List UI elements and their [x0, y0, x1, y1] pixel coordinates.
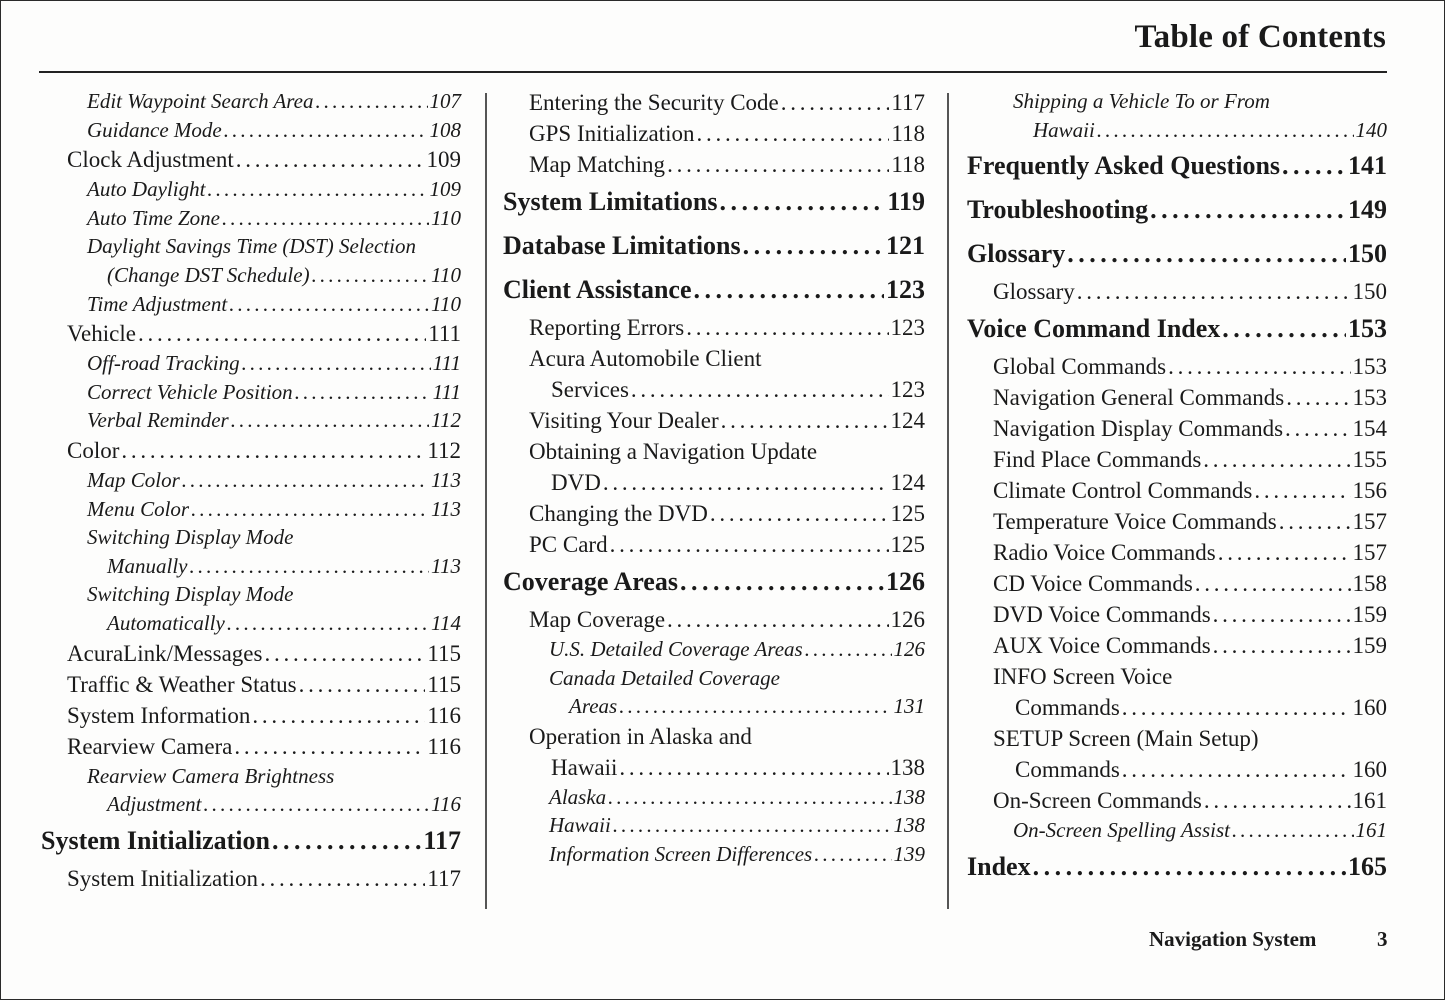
toc-entry-title: Glossary: [967, 239, 1066, 269]
toc-entry-title: Hawaii: [1033, 117, 1095, 142]
toc-entry-title: Shipping a Vehicle To or From: [1013, 89, 1270, 113]
toc-entry-title: U.S. Detailed Coverage Areas: [549, 637, 803, 661]
dot-leader: [1195, 568, 1351, 599]
toc-entry-title: Correct Vehicle Position: [87, 379, 293, 404]
toc-entry-page: 110: [431, 262, 461, 287]
toc-entry[interactable]: [41, 580, 461, 609]
page-title: Table of Contents: [1134, 19, 1386, 55]
dot-leader: [264, 638, 425, 669]
dot-leader: [613, 811, 892, 840]
dot-leader: [207, 175, 427, 204]
toc-entry[interactable]: [41, 762, 461, 791]
toc-entry-page: 150: [1348, 239, 1387, 269]
toc-entry[interactable]: [967, 692, 1387, 723]
toc-entry-title: Areas: [569, 694, 618, 719]
dot-leader: [227, 609, 429, 638]
dot-leader: [1222, 307, 1346, 351]
toc-entry[interactable]: [41, 609, 461, 638]
toc-entry[interactable]: [967, 444, 1387, 475]
toc-entry[interactable]: [41, 466, 461, 495]
toc-entry[interactable]: [41, 819, 461, 863]
dot-leader: [686, 312, 888, 343]
toc-entry[interactable]: [503, 405, 925, 436]
toc-entry[interactable]: [503, 180, 925, 224]
toc-entry-page: 117: [423, 825, 461, 855]
toc-entry[interactable]: [503, 664, 925, 693]
toc-entry-title: Map Matching: [529, 152, 666, 177]
toc-entry-page: 126: [893, 637, 925, 661]
toc-entry[interactable]: [967, 816, 1387, 845]
dot-leader: [1150, 188, 1346, 232]
toc-entry-title: Commands: [1015, 757, 1120, 783]
toc-entry-title: Navigation Display Commands: [993, 416, 1284, 442]
toc-entry[interactable]: [967, 116, 1387, 145]
toc-entry-title: Automatically: [107, 610, 225, 635]
toc-entry-page: 124: [890, 470, 925, 495]
toc-entry[interactable]: [41, 552, 461, 581]
toc-entry-title: Operation in Alaska and: [529, 723, 752, 749]
toc-column-2: [503, 87, 925, 869]
dot-leader: [252, 700, 425, 731]
dot-leader: [814, 840, 891, 869]
toc-entry-title: Rearview Camera: [67, 733, 233, 759]
toc-entry-title: Database Limitations: [503, 231, 741, 260]
dot-leader: [710, 498, 889, 529]
toc-entry[interactable]: [503, 604, 925, 635]
toc-entry-page: 116: [431, 792, 461, 817]
toc-entry-title: On-Screen Commands: [993, 788, 1202, 814]
dot-leader: [1282, 144, 1346, 188]
toc-entry-title: Visiting Your Dealer: [529, 408, 719, 433]
toc-entry-page: 123: [890, 377, 925, 402]
toc-entry-page: 149: [1348, 195, 1387, 225]
toc-entry-title: PC Card: [529, 532, 608, 557]
dot-leader: [1213, 630, 1351, 661]
toc-entry-title: Changing the DVD: [529, 501, 708, 526]
toc-entry[interactable]: [503, 783, 925, 812]
toc-entry-page: 139: [893, 841, 925, 866]
toc-entry[interactable]: [503, 436, 925, 467]
toc-entry-page: 158: [1352, 571, 1387, 597]
toc-entry[interactable]: [967, 87, 1387, 116]
toc-entry[interactable]: [41, 523, 461, 552]
toc-entry[interactable]: [41, 144, 461, 175]
toc-entry[interactable]: [41, 731, 461, 762]
toc-entry-title: Temperature Voice Commands: [993, 509, 1277, 535]
toc-entry[interactable]: [503, 498, 925, 529]
dot-leader: [1254, 475, 1350, 506]
toc-entry-page: 111: [428, 321, 461, 347]
toc-entry-page: 161: [1355, 818, 1387, 843]
toc-entry-page: 112: [427, 437, 461, 463]
toc-entry[interactable]: [41, 495, 461, 524]
dot-leader: [667, 604, 888, 635]
toc-entry-title: AUX Voice Commands: [993, 633, 1211, 659]
toc-entry[interactable]: [41, 204, 461, 233]
toc-entry-page: 126: [890, 607, 925, 632]
toc-entry-page: 115: [427, 640, 461, 666]
toc-entry-page: 157: [1352, 509, 1387, 535]
toc-entry[interactable]: [41, 87, 461, 116]
toc-entry-page: 155: [1352, 447, 1387, 473]
toc-entry-title: Alaska: [549, 784, 607, 809]
toc-entry-page: 141: [1348, 151, 1387, 181]
dot-leader: [260, 863, 425, 894]
toc-entry[interactable]: [503, 268, 925, 312]
column-divider-2: [947, 93, 949, 909]
toc-entry-page: 154: [1352, 416, 1387, 442]
dot-leader: [1232, 816, 1354, 845]
toc-entry[interactable]: [967, 351, 1387, 382]
dot-leader: [603, 467, 889, 498]
dot-leader: [1285, 413, 1350, 444]
toc-entry[interactable]: [41, 261, 461, 290]
dot-leader: [138, 318, 426, 349]
toc-entry-title: Acura Automobile Client: [529, 346, 762, 371]
dot-leader: [720, 180, 886, 224]
toc-entry-title: Adjustment: [107, 792, 202, 817]
toc-entry[interactable]: [503, 635, 925, 664]
dot-leader: [1286, 382, 1350, 413]
toc-entry-title: Auto Time Zone: [87, 205, 221, 230]
dot-leader: [295, 378, 431, 407]
toc-entry-title: Hawaii: [551, 754, 618, 780]
toc-entry[interactable]: [503, 529, 925, 560]
toc-entry-page: 138: [893, 813, 925, 838]
toc-entry-title: (Change DST Schedule): [107, 262, 310, 287]
toc-entry-page: 123: [890, 315, 925, 340]
dot-leader: [1097, 116, 1354, 145]
toc-entry-page: 109: [426, 147, 461, 173]
toc-entry-title: Glossary: [993, 279, 1075, 305]
toc-entry-page: 124: [890, 408, 925, 433]
toc-entry-page: 138: [890, 754, 925, 780]
toc-entry-title: Navigation General Commands: [993, 385, 1285, 411]
toc-entry-title: Services: [551, 377, 629, 402]
toc-entry-title: Troubleshooting: [967, 195, 1149, 225]
dot-leader: [781, 87, 890, 118]
toc-entry[interactable]: [503, 343, 925, 374]
toc-entry-page: 112: [431, 408, 461, 433]
toc-entry-title: System Initialization: [67, 865, 258, 891]
toc-entry[interactable]: [503, 224, 925, 268]
dot-leader: [619, 692, 891, 721]
toc-entry-page: 123: [886, 275, 925, 304]
dot-leader: [1218, 537, 1351, 568]
toc-entry[interactable]: [503, 118, 925, 149]
toc-entry-title: Vehicle: [67, 321, 136, 347]
toc-entry[interactable]: [967, 754, 1387, 785]
toc-entry-page: 110: [431, 291, 461, 316]
toc-entry-page: 116: [427, 733, 461, 759]
dot-leader: [312, 261, 429, 290]
toc-entry[interactable]: [967, 276, 1387, 307]
toc-entry-title: DVD Voice Commands: [993, 602, 1211, 628]
toc-entry-page: 108: [429, 117, 461, 142]
toc-entry-title: Color: [67, 437, 120, 463]
toc-entry-page: 140: [1355, 117, 1387, 142]
toc-entry-page: 161: [1352, 788, 1387, 814]
toc-entry-title: Menu Color: [87, 496, 190, 521]
toc-entry[interactable]: [41, 175, 461, 204]
toc-entry[interactable]: [967, 307, 1387, 351]
toc-entry-page: 117: [891, 90, 925, 115]
toc-entry-title: Time Adjustment: [87, 291, 228, 316]
toc-entry[interactable]: [503, 374, 925, 405]
dot-leader: [1279, 506, 1351, 537]
toc-entry[interactable]: [503, 87, 925, 118]
dot-leader: [696, 118, 889, 149]
toc-entry-title: Coverage Areas: [503, 567, 678, 596]
dot-leader: [608, 783, 891, 812]
toc-column-1: [41, 87, 461, 894]
toc-entry-title: Verbal Reminder: [87, 408, 229, 433]
toc-entry-title: System Limitations: [503, 187, 718, 216]
toc-entry-page: 157: [1352, 540, 1387, 566]
toc-entry-page: 121: [886, 231, 925, 260]
toc-entry[interactable]: [41, 638, 461, 669]
toc-entry-title: Hawaii: [549, 813, 611, 838]
dot-leader: [694, 268, 885, 312]
toc-entry-title: System Information: [67, 702, 251, 728]
dot-leader: [204, 790, 430, 819]
dot-leader: [1122, 692, 1351, 723]
dot-leader: [1203, 444, 1350, 475]
toc-entry-title: Canada Detailed Coverage: [549, 665, 780, 690]
dot-leader: [189, 552, 429, 581]
dot-leader: [805, 635, 892, 664]
toc-entry-title: Information Screen Differences: [549, 841, 813, 866]
toc-entry[interactable]: [967, 232, 1387, 276]
toc-entry-page: 113: [431, 553, 461, 578]
toc-entry-title: Climate Control Commands: [993, 478, 1253, 504]
toc-entry-page: 116: [427, 702, 461, 728]
toc-entry[interactable]: [41, 790, 461, 819]
toc-entry-title: Frequently Asked Questions: [967, 151, 1281, 181]
dot-leader: [231, 406, 429, 435]
toc-entry[interactable]: [967, 506, 1387, 537]
dot-leader: [619, 752, 888, 783]
dot-leader: [667, 149, 889, 180]
toc-entry[interactable]: [503, 312, 925, 343]
toc-entry-title: Find Place Commands: [993, 447, 1202, 473]
toc-entry-page: 159: [1352, 633, 1387, 659]
toc-entry-page: 156: [1352, 478, 1387, 504]
toc-entry-title: DVD: [551, 470, 601, 495]
toc-entry[interactable]: [41, 116, 461, 145]
toc-entry-title: Switching Display Mode: [87, 525, 294, 550]
toc-entry-title: Global Commands: [993, 354, 1167, 380]
toc-entry-page: 153: [1352, 385, 1387, 411]
toc-entry[interactable]: [967, 723, 1387, 754]
dot-leader: [743, 224, 884, 268]
toc-entry-title: Client Assistance: [503, 275, 692, 304]
toc-entry-page: 153: [1348, 314, 1387, 344]
toc-entry[interactable]: [967, 537, 1387, 568]
toc-entry-page: 111: [432, 379, 461, 404]
toc-entry-page: 117: [427, 865, 461, 891]
dot-leader: [680, 560, 884, 604]
toc-entry[interactable]: [503, 149, 925, 180]
toc-entry[interactable]: [503, 840, 925, 869]
toc-entry[interactable]: [967, 382, 1387, 413]
toc-entry[interactable]: [503, 752, 925, 783]
toc-entry-title: Auto Daylight: [87, 177, 206, 202]
toc-entry-page: 114: [431, 610, 461, 635]
toc-entry-title: INFO Screen Voice: [993, 664, 1173, 690]
toc-entry-title: Obtaining a Navigation Update: [529, 439, 818, 464]
dot-leader: [1122, 754, 1351, 785]
toc-entry-page: 126: [886, 567, 925, 596]
toc-entry[interactable]: [967, 413, 1387, 444]
toc-entry-title: Commands: [1015, 695, 1120, 721]
toc-entry-page: 107: [429, 89, 461, 113]
toc-entry-page: 115: [427, 671, 461, 697]
toc-entry-page: 118: [891, 152, 925, 177]
toc-entry[interactable]: [967, 568, 1387, 599]
dot-leader: [316, 87, 428, 116]
toc-entry-title: System Initialization: [41, 825, 270, 855]
footer-label: Navigation System: [1149, 927, 1317, 951]
toc-column-3: [967, 87, 1387, 889]
toc-entry-title: GPS Initialization: [529, 121, 695, 146]
page-number: 3: [1377, 927, 1388, 951]
dot-leader: [1204, 785, 1351, 816]
toc-entry-title: Switching Display Mode: [87, 582, 294, 607]
toc-entry-page: 153: [1352, 354, 1387, 380]
toc-entry-title: CD Voice Commands: [993, 571, 1193, 597]
toc-entry-title: Traffic & Weather Status: [67, 671, 297, 697]
toc-entry-title: Reporting Errors: [529, 315, 685, 340]
toc-entry-title: Voice Command Index: [967, 314, 1221, 344]
dot-leader: [224, 116, 428, 145]
toc-entry-page: 125: [890, 532, 925, 557]
toc-entry-page: 131: [893, 694, 925, 719]
toc-entry-title: Guidance Mode: [87, 117, 222, 142]
dot-leader: [299, 669, 426, 700]
toc-entry[interactable]: [503, 811, 925, 840]
dot-leader: [182, 466, 429, 495]
toc-entry[interactable]: [41, 406, 461, 435]
toc-entry-page: 110: [431, 205, 461, 230]
toc-entry[interactable]: [503, 692, 925, 721]
toc-entry-page: 125: [890, 501, 925, 526]
toc-entry[interactable]: [967, 630, 1387, 661]
toc-entry-page: 160: [1352, 757, 1387, 783]
toc-entry-title: Rearview Camera Brightness: [87, 763, 335, 788]
toc-entry-title: Radio Voice Commands: [993, 540, 1216, 566]
dot-leader: [234, 731, 425, 762]
dot-leader: [631, 374, 889, 405]
toc-entry-page: 150: [1352, 279, 1387, 305]
dot-leader: [721, 405, 889, 436]
toc-entry-page: 113: [431, 467, 461, 492]
dot-leader: [1067, 232, 1346, 276]
toc-entry[interactable]: [967, 144, 1387, 188]
toc-entry[interactable]: [967, 188, 1387, 232]
toc-entry-page: 111: [432, 351, 461, 376]
toc-entry[interactable]: [41, 349, 461, 378]
dot-leader: [1033, 845, 1346, 889]
toc-entry[interactable]: [967, 661, 1387, 692]
dot-leader: [1077, 276, 1351, 307]
dot-leader: [191, 495, 429, 524]
toc-entry-page: 159: [1352, 602, 1387, 628]
toc-entry-page: 165: [1348, 851, 1387, 881]
toc-entry-title: AcuraLink/Messages: [67, 640, 263, 666]
toc-entry[interactable]: [41, 290, 461, 319]
dot-leader: [236, 144, 425, 175]
toc-entry-title: Map Coverage: [529, 607, 666, 632]
dot-leader: [121, 435, 425, 466]
toc-entry[interactable]: [41, 435, 461, 466]
toc-entry-title: Manually: [107, 553, 188, 578]
toc-entry-title: Daylight Savings Time (DST) Selection: [87, 234, 416, 259]
toc-entry-page: 109: [429, 177, 461, 202]
toc-entry[interactable]: [967, 845, 1387, 889]
column-divider-1: [485, 93, 487, 909]
toc-entry-title: On-Screen Spelling Assist: [1013, 818, 1230, 843]
toc-entry[interactable]: [41, 669, 461, 700]
toc-entry[interactable]: [41, 863, 461, 894]
toc-entry[interactable]: [503, 467, 925, 498]
title-rule: [39, 71, 1387, 73]
toc-entry[interactable]: [41, 232, 461, 261]
toc-entry[interactable]: [967, 475, 1387, 506]
toc-entry[interactable]: [41, 700, 461, 731]
dot-leader: [1168, 351, 1350, 382]
dot-leader: [610, 529, 889, 560]
toc-entry-title: Entering the Security Code: [529, 90, 779, 115]
toc-entry-page: 119: [887, 187, 925, 216]
toc-entry[interactable]: [41, 378, 461, 407]
toc-entry-page: 113: [431, 496, 461, 521]
toc-entry-title: Off-road Tracking: [87, 351, 240, 376]
toc-entry-title: Map Color: [87, 467, 180, 492]
toc-entry-page: 160: [1352, 695, 1387, 721]
toc-entry-title: SETUP Screen (Main Setup): [993, 726, 1259, 752]
dot-leader: [242, 349, 431, 378]
toc-entry[interactable]: [503, 721, 925, 752]
toc-entry-title: Index: [967, 851, 1031, 881]
toc-entry[interactable]: [41, 318, 461, 349]
toc-entry[interactable]: [967, 785, 1387, 816]
dot-leader: [272, 819, 421, 863]
toc-entry-title: Edit Waypoint Search Area: [87, 89, 314, 113]
toc-entry[interactable]: [967, 599, 1387, 630]
toc-entry-title: Clock Adjustment: [67, 147, 234, 173]
dot-leader: [222, 204, 429, 233]
dot-leader: [1213, 599, 1351, 630]
toc-entry-page: 118: [891, 121, 925, 146]
toc-entry[interactable]: [503, 560, 925, 604]
toc-entry-page: 138: [893, 784, 925, 809]
dot-leader: [229, 290, 429, 319]
